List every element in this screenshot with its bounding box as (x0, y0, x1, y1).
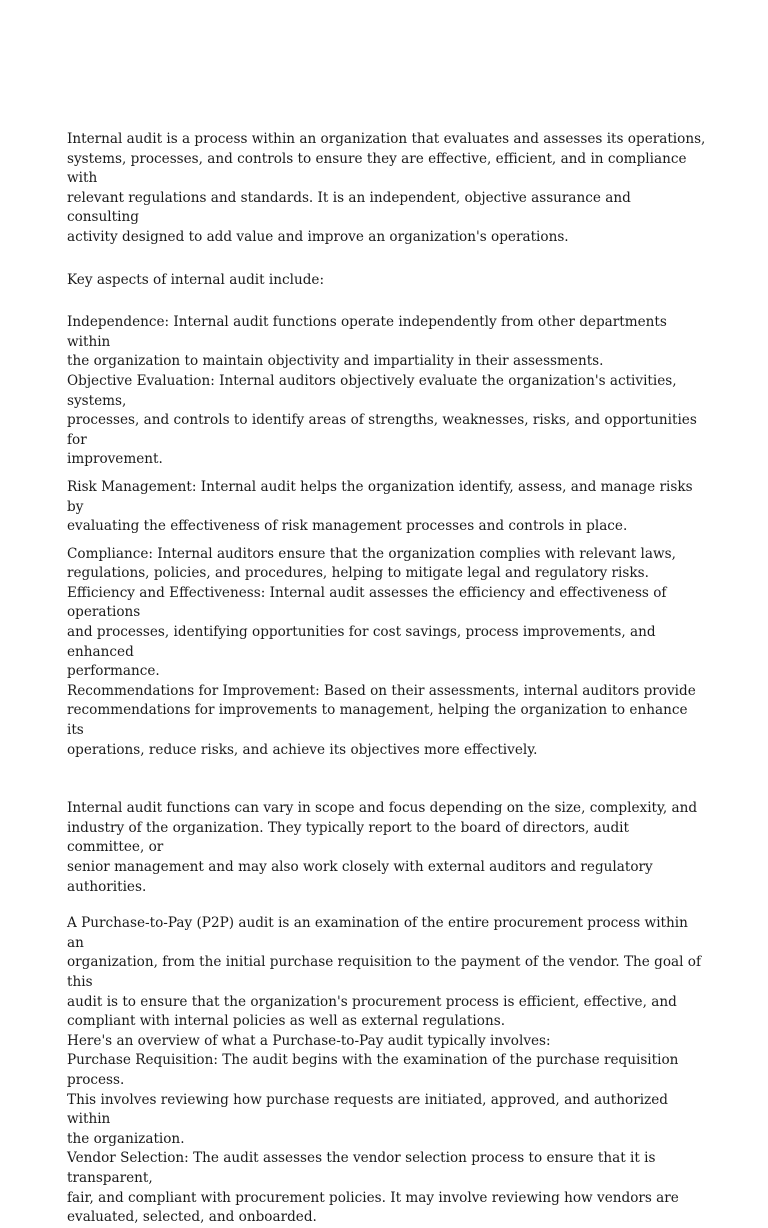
efficiency-paragraph: Efficiency and Effectiveness: Internal audit assesses the efficiency and effectiveness of operations and processes, identifying opportunities for cost savings, process improvements, and enhanced performance. (67, 584, 667, 680)
intro-paragraph: Internal audit is a process within an organization that evaluates and assesses its operations, systems, processes, and controls to ensure they are effective, efficient, and in compliance with relevant regulations and standards. It is an independent, objective assurance and consulting activity designed to add value and improve an organization's operations. (67, 131, 706, 245)
key-aspects-heading: Key aspects of internal audit include: (67, 271, 325, 288)
scope-paragraph: Internal audit functions can vary in scope and focus depending on the size, complexity, and industry of the organization. They typically report to the board of directors, audit committee, or senior management and may also work closely with external auditors and regulatory authorities. (67, 800, 698, 895)
risk-management-paragraph: Risk Management: Internal audit helps the organization identify, assess, and manage risks by evaluating the effectiveness of risk management processes and controls in place. (67, 478, 693, 535)
purchase-requisition-paragraph: Purchase Requisition: The audit begins with the examination of the purchase requisition process. This involves reviewing how purchase requests are initiated, approved, and authorized within the organization. (67, 1052, 679, 1147)
compliance-paragraph: Compliance: Internal auditors ensure that the organization complies with relevant laws, regulations, policies, and procedures, helping to mitigate legal and regulatory risks. (67, 545, 676, 582)
independence-paragraph: Independence: Internal audit functions operate independently from other departments within the organization to maintain objectivity and impartiality in their assessments. (67, 314, 667, 370)
document-page (67, 130, 707, 1228)
p2p-overview-line: Here's an overview of what a Purchase-to-Pay audit typically involves: (67, 1032, 551, 1049)
recommendations-paragraph: Recommendations for Improvement: Based on their assessments, internal auditors provide recommendations for improvements to management, helping the organization to enhance its operations, reduce risks, and achieve its objectives more effectively. (67, 682, 696, 758)
vendor-selection-paragraph: Vendor Selection: The audit assesses the vendor selection process to ensure that it is transparent, fair, and compliant with procurement policies. It may involve reviewing how vendors are evaluated, selected, and onboarded. (67, 1150, 679, 1226)
objective-evaluation-paragraph: Objective Evaluation: Internal auditors objectively evaluate the organization's activities, systems, processes, and controls to identify areas of strengths, weaknesses, risks, and opportunities for improvement. (67, 372, 697, 468)
p2p-intro-paragraph: A Purchase-to-Pay (P2P) audit is an examination of the entire procurement process within an organization, from the initial purchase requisition to the payment of the vendor. The goal of this audit is to ensure that the organization's procurement process is efficient, effective, and compliant with internal policies as well as external regulations. (67, 915, 702, 1030)
